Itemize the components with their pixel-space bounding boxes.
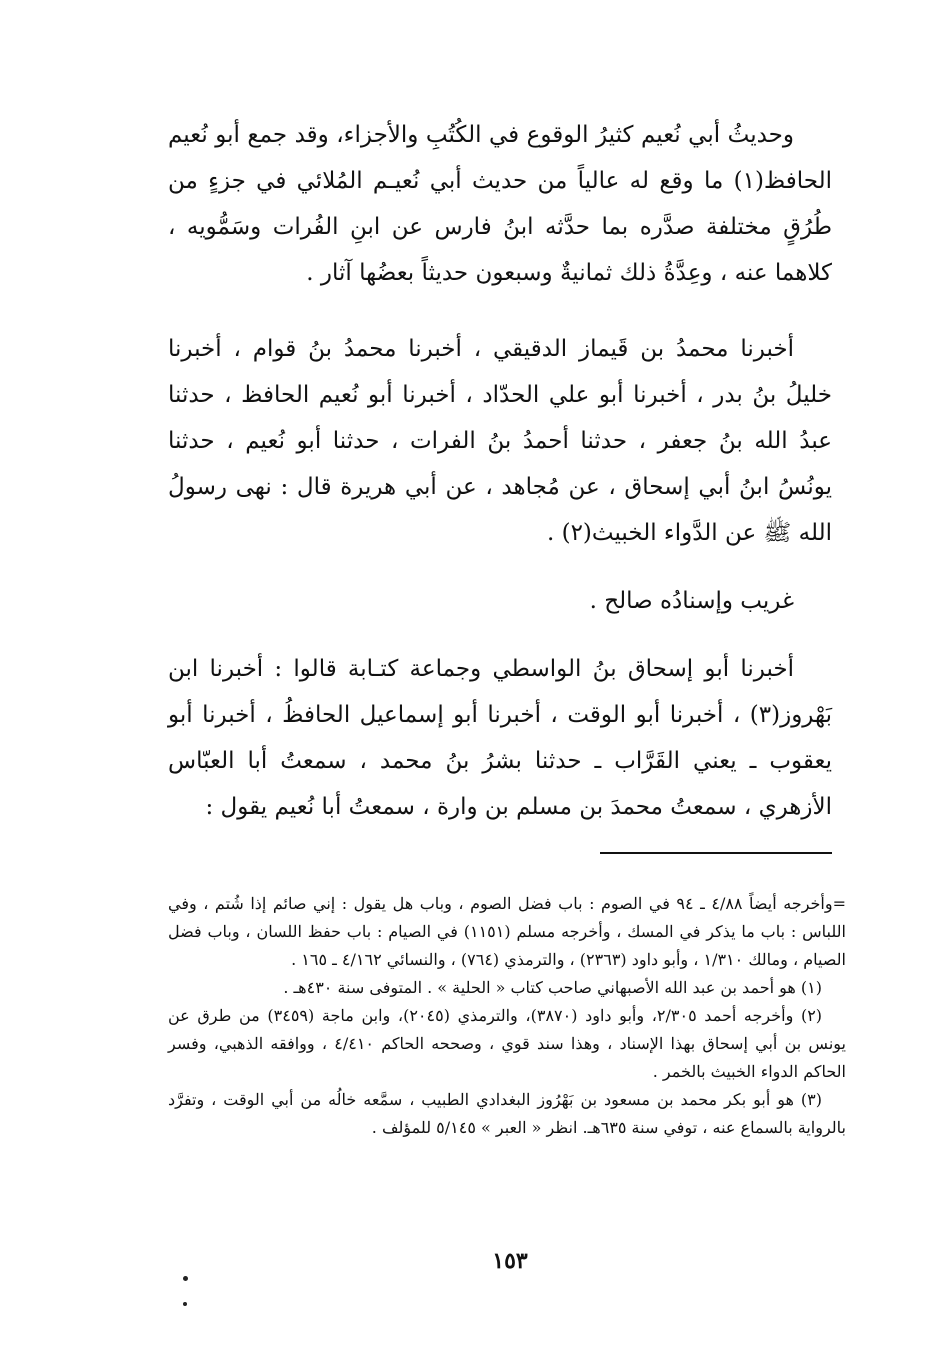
footnote-continuation: =وأخرجه أيضاً ٤/٨٨ ـ ٩٤ في الصوم : باب فضل الصوم ، وباب هل يقول : إني صائم إذا شُتم ، وفي اللباس : باب ما يذكر في المسك ، وأخرجه مسلم (١١٥١) في الصيام : باب حفظ اللسان ، وباب فضل الصيام ، ومالك ١/٣١٠ ، وأبو داود (٢٣٦٣) ، والترمذي (٧٦٤) ، والنسائي ٤/١٦٢ ـ ١٦٥ . (168, 894, 846, 969)
footnote-separator (600, 852, 832, 854)
paragraph-intro: وحديثُ أبي نُعيم كثيرُ الوقوع في الكُتُبِ والأجزاء، وقد جمع أبو نُعيم الحافظ(١) ما وقع له عالياً من حديث أبي نُعيـم المُلائي في جزءٍ من طُرُقٍ مختلفة صدَّره بما حدَّثه ابنُ فارس عن ابنِ الفُرات وسَمُّويه ، كلاهما عنه ، وعِدَّةُ ذلك ثمانيةٌ وسبعون حديثاً بعضُها آثار . (168, 122, 832, 286)
footnote-2: (٢) وأخرجه أحمد ٢/٣٠٥، وأبو داود (٣٨٧٠)، والترمذي (٢٠٤٥)، وابن ماجة (٣٤٥٩) من طرق عن يونس بن أبي إسحاق بهذا الإسناد ، وهذا سند قوي ، وصححه الحاكم ٤/٤١٠ ، ووافقه الذهبي، وفسر الحاكم الدواء الخبيث بالخمر . (168, 1006, 846, 1081)
scan-speck (183, 1302, 187, 1306)
footnotes (168, 890, 846, 1142)
paragraph-hadith-chain-2: أخبرنا أبو إسحاق بنُ الواسطي وجماعة كتـابة قالوا : أخبرنا ابن بَهْروز(٣) ، أخبرنا أبو الوقت ، أخبرنا أبو إسماعيل الحافظُ ، أخبرنا أبو يعقوب ـ يعني القَرَّاب ـ حدثنا بشرُ بنُ محمد ، سمعتُ أبا العبّاس الأزهري ، سمعتُ محمدَ بن مسلم بن وارة ، سمعتُ أبا نُعيم يقول : (168, 656, 832, 820)
paragraph-grading: غريب وإسنادُه صالح . (589, 588, 794, 614)
page-number: ١٥٣ (492, 1248, 528, 1274)
footnote-3: (٣) هو أبو بكر محمد بن مسعود بن بَهْرُوز البغدادي الطبيب ، سمَّعه خالُه من أبي الوقت ، وتفرَّد بالرواية بالسماع عنه ، توفي سنة ٦٣٥هـ. انظر « العبر » ٥/١٤٥ للمؤلف . (168, 1090, 846, 1137)
paragraph-hadith-chain-1: أخبرنا محمدُ بن قَيماز الدقيقي ، أخبرنا محمدُ بنُ قوام ، أخبرنا خليلُ بنُ بدر ، أخبرنا أبو علي الحدّاد ، أخبرنا أبو نُعيم الحافظ ، حدثنا عبدُ الله بنُ جعفر ، حدثنا أحمدُ بنُ الفرات ، حدثنا أبو نُعيم ، حدثنا يونُسُ ابنُ أبي إسحاق ، عن مُجاهد ، عن أبي هريرة قال : نهى رسولُ الله ﷺ عن الدَّواء الخبيث(٢) . (168, 336, 832, 546)
main-text (168, 112, 832, 830)
footnote-1: (١) هو أحمد بن عبد الله الأصبهاني صاحب كتاب « الحلية » . المتوفى سنة ٤٣٠هـ . (283, 978, 822, 997)
scan-speck (183, 1276, 188, 1281)
